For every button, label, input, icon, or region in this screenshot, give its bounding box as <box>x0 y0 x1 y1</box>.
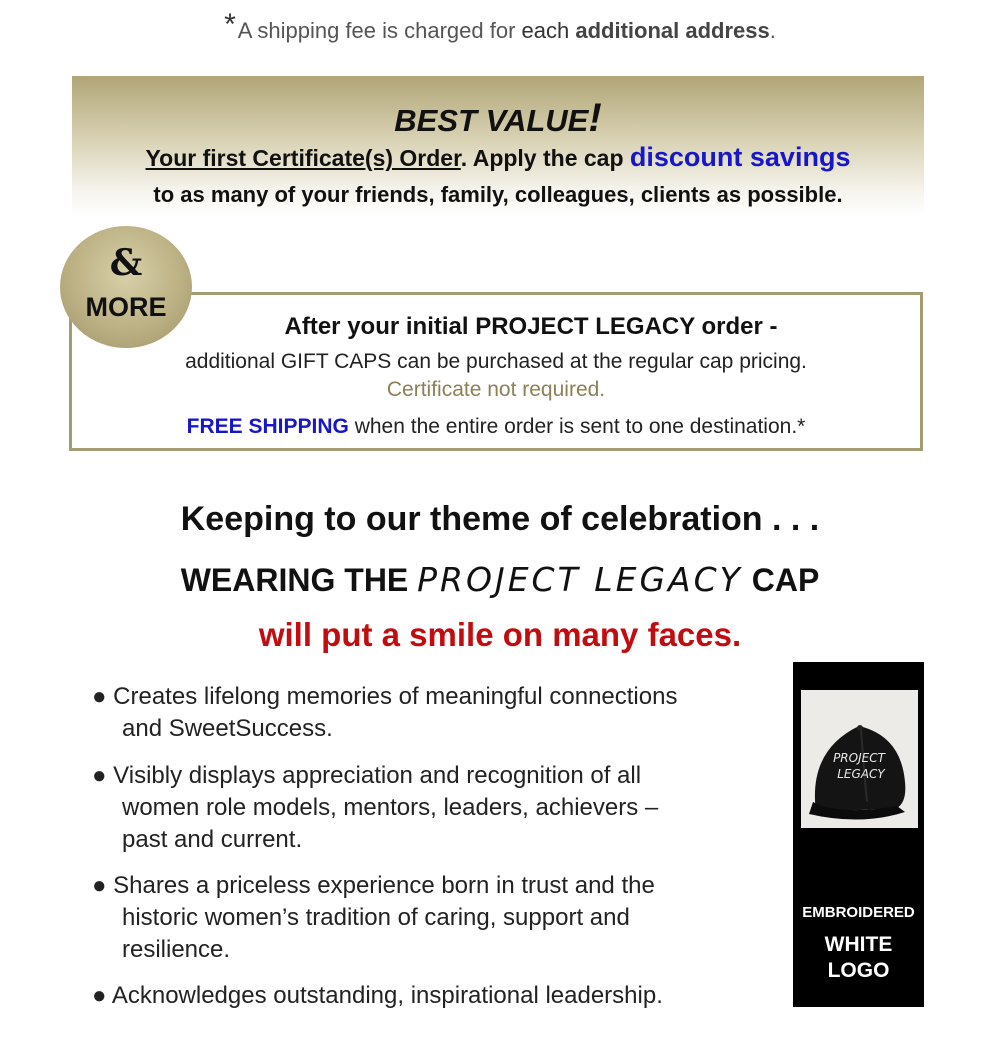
more-badge-label: MORE <box>85 292 167 322</box>
best-value-line1: Your first Certificate(s) Order. Apply the cap discount savings <box>145 142 851 172</box>
more-badge <box>60 226 192 348</box>
best-value-line2: to as many of your friends, family, colleagues, clients as possible. <box>153 182 843 207</box>
headline-celebration: Keeping to our theme of celebration . . . <box>180 500 820 538</box>
discount-savings-text: discount savings <box>629 142 851 172</box>
white-logo-label: WHITE LOGO <box>824 933 893 982</box>
shipping-fee-note: *A shipping fee is charged for each additional address. <box>224 8 776 43</box>
cap-logo-text: PROJECT <box>833 751 885 765</box>
best-value-title: BEST VALUE! <box>394 96 602 140</box>
headline-smile: will put a smile on many faces. <box>258 616 742 653</box>
certificate-note: Certificate not required. <box>386 378 606 401</box>
free-shipping-label: FREE SHIPPING <box>186 415 349 438</box>
project-legacy-script: PROJECT LEGACY <box>417 560 743 599</box>
asterisk: * <box>224 8 236 41</box>
best-value-banner <box>72 76 924 216</box>
cap-product-panel <box>793 662 924 1007</box>
embroidered-label: EMBROIDERED <box>802 904 915 921</box>
ampersand: & <box>109 242 143 284</box>
cap-logo-text: LEGACY <box>837 767 885 781</box>
cap-illustration <box>801 690 918 828</box>
cap-photo <box>801 690 918 828</box>
bullet-item: ● Visibly displays appreciation and recognition of all women role models, mentors, leaders, achievers – past and current. <box>92 762 659 853</box>
headline-wearing-cap: WEARING THE PROJECT LEGACY CAP <box>180 560 820 599</box>
bullet-item: ● Creates lifelong memories of meaningful connections and SweetSuccess. <box>92 683 678 742</box>
gift-caps-line: additional GIFT CAPS can be purchased at the regular cap pricing. <box>185 350 807 373</box>
bullet-item: ● Acknowledges outstanding, inspirational leadership. <box>92 982 663 1009</box>
more-heading: After your initial PROJECT LEGACY order - <box>284 313 778 340</box>
free-shipping-line: FREE SHIPPING when the entire order is sent to one destination.* <box>186 415 806 438</box>
bullet-item: ● Shares a priceless experience born in trust and the historic women’s tradition of caring, support and resilience. <box>92 872 655 963</box>
more-info-box <box>69 292 923 451</box>
